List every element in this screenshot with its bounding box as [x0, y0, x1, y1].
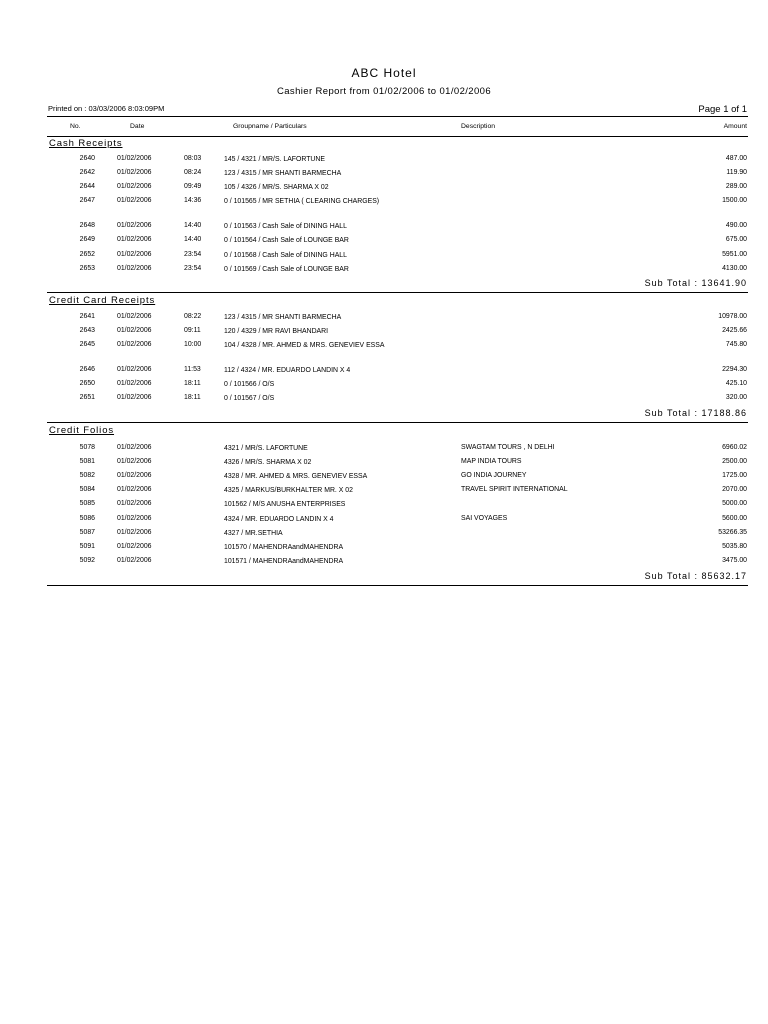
- row-date: 01/02/2006: [117, 458, 152, 465]
- row-particulars: 0 / 101567 / O/S: [224, 395, 275, 402]
- row-date: 01/02/2006: [117, 251, 152, 258]
- row-time: 23:54: [184, 265, 202, 272]
- row-amount: 490.00: [725, 222, 747, 229]
- row-time: 18:11: [184, 380, 201, 387]
- row-number: 5087: [79, 529, 95, 536]
- row-particulars: 104 / 4328 / MR. AHMED & MRS. GENEVIEV ESSA: [224, 342, 385, 349]
- section-end-rule: [47, 585, 748, 586]
- row-particulars: 0 / 101566 / O/S: [224, 381, 275, 388]
- row-date: 01/02/2006: [117, 380, 152, 387]
- col-no-header: No.: [70, 123, 81, 130]
- section-title: Cash Receipts: [49, 138, 123, 149]
- section-title: Credit Folios: [49, 425, 115, 436]
- row-particulars: 4324 / MR. EDUARDO LANDIN X 4: [224, 516, 334, 523]
- row-particulars: 0 / 101565 / MR SETHIA ( CLEARING CHARGES): [224, 198, 380, 205]
- row-number: 2650: [79, 380, 95, 387]
- row-particulars: 4327 / MR.SETHIA: [224, 530, 283, 537]
- row-amount: 2294.30: [722, 366, 747, 373]
- column-headers: [47, 123, 748, 135]
- row-amount: 320.00: [725, 394, 747, 401]
- row-number: 2652: [79, 251, 95, 258]
- row-particulars: 4326 / MR/S. SHARMA X 02: [224, 459, 312, 466]
- section-subtotal: Sub Total : 13641.90: [644, 278, 747, 288]
- row-number: 5085: [79, 500, 95, 507]
- row-time: 23:54: [184, 251, 202, 258]
- row-date: 01/02/2006: [117, 366, 152, 373]
- row-amount: 425.10: [725, 380, 747, 387]
- row-description: MAP INDIA TOURS: [461, 458, 522, 465]
- row-amount: 5000.00: [722, 500, 747, 507]
- row-particulars: 4321 / MR/S. LAFORTUNE: [224, 445, 308, 452]
- row-number: 2644: [79, 183, 95, 190]
- row-amount: 3475.00: [722, 557, 747, 564]
- row-date: 01/02/2006: [117, 169, 152, 176]
- row-particulars: 123 / 4315 / MR SHANTI BARMECHA: [224, 170, 342, 177]
- row-amount: 5951.00: [722, 251, 747, 258]
- row-time: 08:22: [184, 313, 202, 320]
- row-number: 2647: [79, 197, 95, 204]
- row-amount: 2425.66: [722, 327, 747, 334]
- row-time: 14:40: [184, 236, 202, 243]
- row-particulars: 123 / 4315 / MR SHANTI BARMECHA: [224, 314, 342, 321]
- row-particulars: 112 / 4324 / MR. EDUARDO LANDIN X 4: [224, 367, 351, 374]
- row-date: 01/02/2006: [117, 236, 152, 243]
- row-particulars: 0 / 101563 / Cash Sale of DINING HALL: [224, 223, 347, 230]
- row-date: 01/02/2006: [117, 327, 152, 334]
- row-number: 2648: [79, 222, 95, 229]
- row-number: 2642: [79, 169, 95, 176]
- report-title: ABC Hotel: [351, 66, 417, 80]
- row-time: 10:00: [184, 341, 202, 348]
- row-number: 5084: [79, 486, 95, 493]
- row-description: TRAVEL SPIRIT INTERNATIONAL: [461, 486, 568, 493]
- page-number: Page 1 of 1: [698, 104, 747, 115]
- row-amount: 1725.00: [722, 472, 747, 479]
- row-number: 2646: [79, 366, 95, 373]
- col-date-header: Date: [130, 123, 145, 130]
- row-amount: 1500.00: [722, 197, 747, 204]
- row-date: 01/02/2006: [117, 543, 152, 550]
- row-time: 08:24: [184, 169, 202, 176]
- row-particulars: 0 / 101568 / Cash Sale of DINING HALL: [224, 252, 347, 259]
- row-description: SWAGTAM TOURS , N DELHI: [461, 444, 555, 451]
- section-title: Credit Card Receipts: [49, 295, 156, 306]
- row-date: 01/02/2006: [117, 341, 152, 348]
- report-subtitle: Cashier Report from 01/02/2006 to 01/02/2006: [276, 86, 492, 97]
- row-amount: 53266.35: [718, 529, 747, 536]
- row-number: 5078: [79, 444, 95, 451]
- row-date: 01/02/2006: [117, 265, 152, 272]
- row-time: 18:11: [184, 394, 201, 401]
- row-time: 14:36: [184, 197, 202, 204]
- row-amount: 5600.00: [722, 515, 747, 522]
- column-header-rule: [47, 136, 748, 137]
- row-date: 01/02/2006: [117, 529, 152, 536]
- row-number: 2641: [79, 313, 95, 320]
- row-amount: 4130.00: [722, 265, 747, 272]
- header-rule: [47, 116, 748, 117]
- row-date: 01/02/2006: [117, 197, 152, 204]
- row-particulars: 120 / 4329 / MR RAVI BHANDARI: [224, 328, 329, 335]
- row-number: 2649: [79, 236, 95, 243]
- row-amount: 119.90: [726, 169, 747, 176]
- row-time: 11:53: [184, 366, 201, 373]
- row-date: 01/02/2006: [117, 472, 152, 479]
- row-date: 01/02/2006: [117, 515, 152, 522]
- row-date: 01/02/2006: [117, 222, 152, 229]
- section-subtotal: Sub Total : 85632.17: [644, 571, 747, 581]
- col-amount-header: Amount: [723, 123, 747, 130]
- row-date: 01/02/2006: [117, 155, 152, 162]
- row-number: 2651: [79, 394, 95, 401]
- row-amount: 2070.00: [722, 486, 747, 493]
- row-description: GO INDIA JOURNEY: [461, 472, 527, 479]
- row-number: 5081: [79, 458, 95, 465]
- row-number: 2643: [79, 327, 95, 334]
- row-amount: 10978.00: [718, 313, 747, 320]
- row-description: SAI VOYAGES: [461, 515, 508, 522]
- printed-on: Printed on : 03/03/2006 8:03:09PM: [48, 104, 165, 113]
- row-date: 01/02/2006: [117, 444, 152, 451]
- row-particulars: 145 / 4321 / MR/S. LAFORTUNE: [224, 156, 325, 163]
- row-amount: 675.00: [725, 236, 747, 243]
- row-particulars: 101570 / MAHENDRAandMAHENDRA: [224, 544, 344, 551]
- row-time: 09:49: [184, 183, 202, 190]
- row-date: 01/02/2006: [117, 313, 152, 320]
- row-particulars: 105 / 4326 / MR/S. SHARMA X 02: [224, 184, 329, 191]
- row-date: 01/02/2006: [117, 394, 152, 401]
- section-subtotal: Sub Total : 17188.86: [644, 408, 747, 418]
- row-number: 5082: [79, 472, 95, 479]
- row-particulars: 101562 / M/S ANUSHA ENTERPRISES: [224, 501, 346, 508]
- row-time: 08:03: [184, 155, 202, 162]
- section-end-rule: [47, 422, 748, 423]
- row-particulars: 4328 / MR. AHMED & MRS. GENEVIEV ESSA: [224, 473, 368, 480]
- row-amount: 5035.80: [722, 543, 747, 550]
- col-particulars-header: Groupname / Particulars: [233, 123, 307, 130]
- row-time: 14:40: [184, 222, 202, 229]
- row-number: 2653: [79, 265, 95, 272]
- section-end-rule: [47, 292, 748, 293]
- row-date: 01/02/2006: [117, 183, 152, 190]
- col-description-header: Description: [461, 123, 495, 130]
- row-number: 5091: [79, 543, 95, 550]
- row-number: 2645: [79, 341, 95, 348]
- row-amount: 289.00: [725, 183, 747, 190]
- row-amount: 2500.00: [722, 458, 747, 465]
- row-date: 01/02/2006: [117, 486, 152, 493]
- row-amount: 487.00: [725, 155, 747, 162]
- row-number: 2640: [79, 155, 95, 162]
- row-particulars: 0 / 101569 / Cash Sale of LOUNGE BAR: [224, 266, 349, 273]
- row-particulars: 0 / 101564 / Cash Sale of LOUNGE BAR: [224, 237, 349, 244]
- row-number: 5086: [79, 515, 95, 522]
- row-particulars: 4325 / MARKUS/BURKHALTER MR. X 02: [224, 487, 353, 494]
- row-time: 09:11: [184, 327, 201, 334]
- row-particulars: 101571 / MAHENDRAandMAHENDRA: [224, 558, 344, 565]
- row-amount: 6960.02: [722, 444, 747, 451]
- row-number: 5092: [79, 557, 95, 564]
- row-amount: 745.80: [725, 341, 747, 348]
- row-date: 01/02/2006: [117, 500, 152, 507]
- row-date: 01/02/2006: [117, 557, 152, 564]
